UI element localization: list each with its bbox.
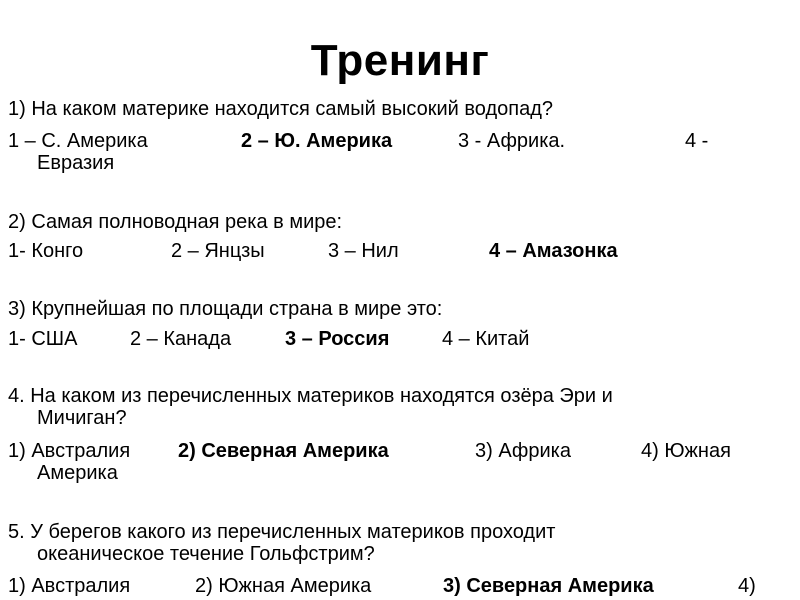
q1-option-3: 3 - Африка. bbox=[458, 130, 566, 152]
question-3-text: 3) Крупнейшая по площади страна в мире это: bbox=[8, 298, 443, 320]
q4-option-4-continued: Америка bbox=[37, 462, 118, 484]
q1-option-1: 1 – С. Америка bbox=[8, 130, 148, 152]
q5-option-1: 1) Австралия bbox=[8, 575, 131, 597]
q1-option-2-correct: 2 – Ю. Америка bbox=[241, 130, 393, 152]
q2-option-2: 2 – Янцзы bbox=[171, 240, 265, 262]
question-5-text-continued: океаническое течение Гольфстрим? bbox=[37, 543, 375, 565]
q3-option-1: 1- США bbox=[8, 328, 78, 350]
q4-option-3: 3) Африка bbox=[475, 440, 571, 462]
slide-title: Тренинг bbox=[310, 36, 490, 85]
q5-option-2: 2) Южная Америка bbox=[195, 575, 372, 597]
question-4-text-continued: Мичиган? bbox=[37, 407, 127, 429]
question-4-text: 4. На каком из перечисленных материков находятся озёра Эри и bbox=[8, 385, 613, 407]
q5-option-3-correct: 3) Северная Америка bbox=[443, 575, 654, 597]
question-1-text: 1) На каком материке находится самый высокий водопад? bbox=[8, 98, 554, 120]
question-5-text: 5. У берегов какого из перечисленных материков проходит bbox=[8, 521, 556, 543]
q2-option-3: 3 – Нил bbox=[328, 240, 399, 262]
q1-option-4-continued: Евразия bbox=[37, 152, 115, 174]
q5-option-4: 4) bbox=[738, 575, 756, 597]
q2-option-4-correct: 4 – Амазонка bbox=[489, 240, 618, 262]
q3-option-2: 2 – Канада bbox=[130, 328, 232, 350]
question-2-text: 2) Самая полноводная река в мире: bbox=[8, 211, 343, 233]
q2-option-1: 1- Конго bbox=[8, 240, 84, 262]
q1-option-4: 4 - bbox=[685, 130, 709, 152]
q3-option-4: 4 – Китай bbox=[442, 328, 530, 350]
q3-option-3-correct: 3 – Россия bbox=[285, 328, 390, 350]
q4-option-1: 1) Австралия bbox=[8, 440, 131, 462]
q4-option-4: 4) Южная bbox=[641, 440, 731, 462]
q4-option-2-correct: 2) Северная Америка bbox=[178, 440, 389, 462]
